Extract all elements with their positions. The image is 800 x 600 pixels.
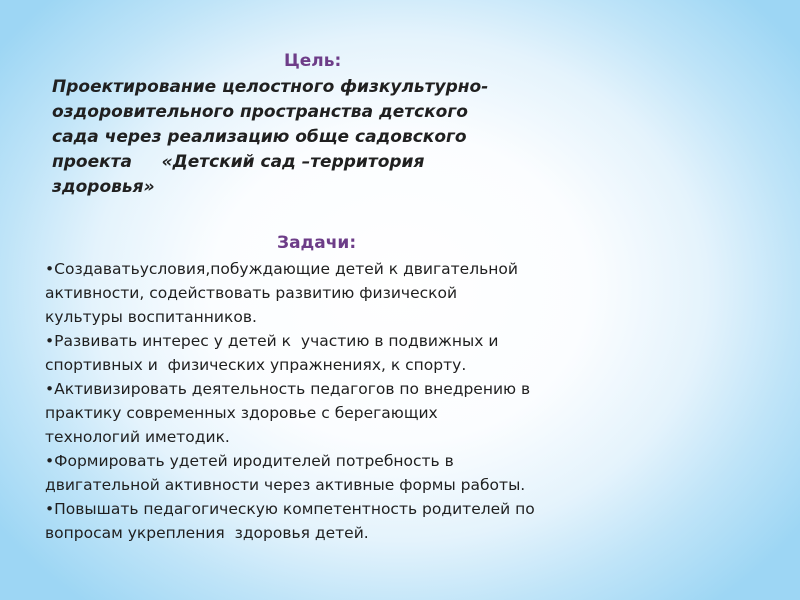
tasks-list (45, 257, 605, 545)
task-line: •Создаватьусловия,побуждающие детей к двигательной (45, 260, 518, 278)
task-item (45, 329, 605, 377)
task-line: спортивных и физических упражнениях, к спорту. (45, 356, 467, 374)
goal-line: оздоровительного пространства детского (52, 102, 468, 122)
goal-line: здоровья» (52, 177, 155, 197)
task-line: •Формировать удетей иродителей потребность в (45, 452, 454, 470)
goal-text (52, 75, 572, 200)
task-line: •Повышать педагогическую компетентность родителей по (45, 500, 535, 518)
task-item (45, 257, 605, 329)
goal-line: проекта «Детский сад –территория (52, 152, 425, 172)
task-line: •Активизировать деятельность педагогов по внедрению в (45, 380, 531, 398)
task-line: практику современных здоровье с берегающих (45, 404, 438, 422)
goal-heading: Цель: (284, 51, 342, 71)
task-item (45, 449, 605, 497)
task-line: активности, содействовать развитию физической (45, 284, 458, 302)
task-item (45, 497, 605, 545)
tasks-heading: Задачи: (277, 233, 357, 253)
goal-line: Проектирование целостного физкультурно- (52, 77, 489, 97)
task-line: двигательной активности через активные формы работы. (45, 476, 526, 494)
task-line: культуры воспитанников. (45, 308, 257, 326)
task-line: вопросам укрепления здоровья детей. (45, 524, 369, 542)
task-line: технологий иметодик. (45, 428, 230, 446)
task-item (45, 377, 605, 449)
task-line: •Развивать интерес у детей к участию в подвижных и (45, 332, 499, 350)
goal-line: сада через реализацию обще садовского (52, 127, 467, 147)
